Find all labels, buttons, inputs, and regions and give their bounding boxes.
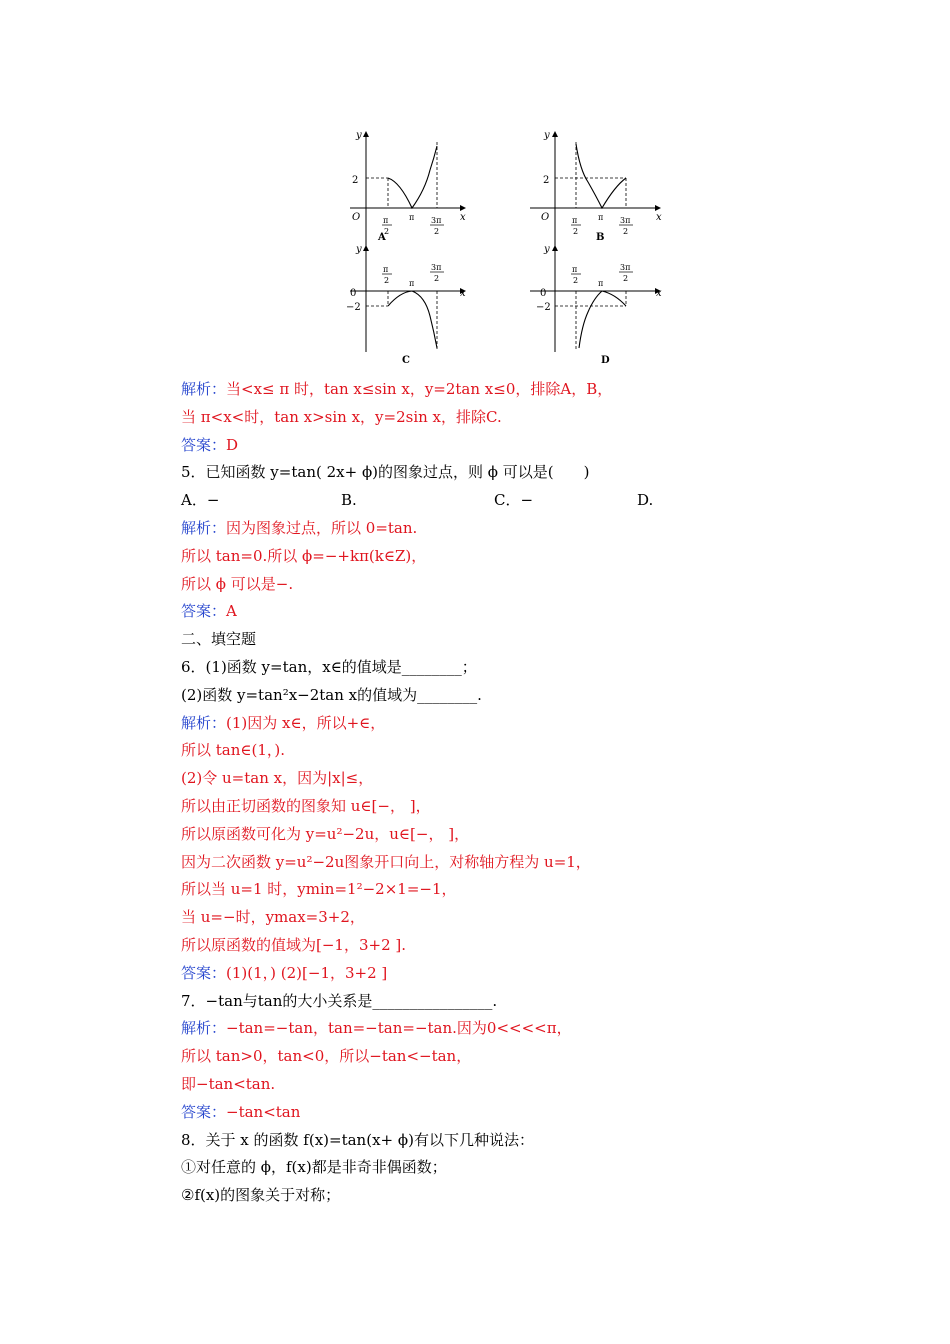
svg-text:π: π [598, 279, 604, 288]
q5-analysis-line-3: 所以 ϕ 可以是−. [181, 574, 294, 593]
q5-answer: 答案：A [181, 602, 237, 621]
svg-text:2: 2 [573, 276, 579, 285]
curve-b [576, 144, 626, 208]
value-label: 2 [543, 175, 550, 186]
q7-analysis-line-1: 解析：−tan=−tan，tan=−tan=−tan.因为0<<<<π， [181, 1019, 572, 1038]
q5-stem: 5．已知函数 y=tan( 2x+ ϕ)的图象过点，则 ϕ 可以是( ) [181, 463, 590, 482]
tick-3pi-half: 3π [431, 216, 442, 225]
q8-stem: 8．关于 x 的函数 f(x)=tan(x+ ϕ)有以下几种说法： [181, 1130, 534, 1149]
q4-answer: 答案：D [181, 435, 239, 454]
graph-label-c: C [402, 355, 410, 366]
graph-label-d: D [601, 355, 610, 366]
q6-analysis-line-4: 所以由正切函数的图象知 u∈[−， ]， [181, 796, 431, 815]
svg-text:π: π [409, 279, 415, 288]
q6-analysis-line-8: 当 u=−时，ymax=3+2， [181, 908, 365, 927]
q6-analysis-line-6: 因为二次函数 y=u²−2u图象开口向上，对称轴方程为 u=1， [181, 852, 591, 871]
document-body [181, 376, 881, 1210]
svg-text:3π: 3π [620, 216, 631, 225]
graph-label-b: B [596, 232, 605, 243]
zero-label: 0 [350, 288, 357, 299]
svg-text:2: 2 [384, 276, 390, 285]
q6-stem-2: (2)函数 y=tan²x−2tan x的值域为________. [181, 685, 482, 704]
axis-x-label: x [460, 212, 466, 223]
origin-label: O [352, 212, 361, 223]
graph-c [346, 244, 466, 366]
q6-analysis-line-2: 所以 tan∈(1，). [181, 741, 286, 760]
q6-analysis-line-7: 所以当 u=1 时，ymin=1²−2×1=−1， [181, 880, 457, 899]
q6-answer: 答案：(1)(1，) (2)[−1，3+2 ] [181, 963, 388, 982]
curve-d [579, 291, 626, 348]
svg-text:3π: 3π [620, 263, 631, 272]
svg-text:π: π [383, 265, 389, 274]
option-a: A．− [181, 491, 220, 510]
q8-item-1: ①对任意的 ϕ，f(x)都是非奇非偶函数； [181, 1158, 447, 1177]
section-heading: 二、填空题 [181, 630, 257, 649]
q6-analysis-line-1: 解析：(1)因为 x∈，所以+∈， [181, 713, 386, 732]
curve-c [388, 291, 437, 348]
option-b: B. [341, 491, 357, 510]
svg-text:2: 2 [434, 274, 440, 283]
q6-stem-1: 6．(1)函数 y=tan，x∈的值域是________； [181, 657, 477, 676]
svg-text:2: 2 [623, 274, 629, 283]
svg-text:π: π [572, 265, 578, 274]
axis-x-label: x [656, 288, 662, 299]
q5-analysis-line-1: 解析：因为图象过点，所以 0=tan. [181, 518, 418, 537]
axis-y-label: y [356, 130, 362, 141]
graphs-svg [330, 120, 680, 370]
q5-options [181, 487, 881, 515]
svg-text:π: π [572, 216, 578, 225]
value-label: 2 [352, 175, 359, 186]
q6-analysis-line-5: 所以原函数可化为 y=u²−2u，u∈[−， ]， [181, 824, 470, 843]
q6-analysis-line-9: 所以原函数的值域为[−1，3+2 ]. [181, 935, 407, 954]
svg-text:2: 2 [384, 227, 390, 236]
value-label: −2 [536, 302, 551, 313]
tick-pi: π [409, 213, 415, 222]
option-d: D. [637, 491, 654, 510]
q7-analysis-line-2: 所以 tan>0，tan<0，所以−tan<−tan， [181, 1047, 472, 1066]
svg-text:2: 2 [623, 227, 629, 236]
graph-d [530, 244, 662, 366]
graph-b [530, 130, 662, 248]
tick-pi-half: π [383, 216, 389, 225]
q6-analysis-line-3: (2)令 u=tan x，因为|x|≤， [181, 769, 374, 788]
q4-analysis-line-2: 当 π<x<时，tan x>sin x，y=2sin x，排除C. [181, 407, 502, 426]
origin-label: O [541, 212, 550, 223]
graph-label-a: A [378, 232, 386, 243]
svg-text:3π: 3π [431, 263, 442, 272]
axis-x-label: x [460, 288, 466, 299]
q8-item-2: ②f(x)的图象关于对称； [181, 1186, 341, 1205]
q7-answer: 答案：−tan<tan [181, 1102, 301, 1121]
curve-a [388, 146, 437, 208]
q7-stem: 7．−tan与tan的大小关系是________________. [181, 991, 498, 1010]
q5-analysis-line-2: 所以 tan=0.所以 ϕ=−+kπ(k∈Z)， [181, 546, 427, 565]
axis-y-label: y [544, 130, 550, 141]
svg-text:π: π [598, 213, 604, 222]
q4-analysis-line-1: 解析：当<x≤ π 时，tan x≤sin x，y=2tan x≤0，排除A，B， [181, 380, 613, 398]
answer-choice-graphs [330, 120, 680, 370]
value-label: −2 [346, 302, 361, 313]
q7-analysis-line-3: 即−tan<tan. [181, 1074, 276, 1093]
axis-x-label: x [656, 212, 662, 223]
svg-text:2: 2 [573, 227, 579, 236]
axis-y-label: y [356, 244, 362, 255]
axis-y-label: y [544, 244, 550, 255]
svg-text:2: 2 [434, 227, 440, 236]
graph-a [350, 130, 466, 248]
option-c: C．− [494, 491, 534, 510]
zero-label: 0 [540, 288, 547, 299]
